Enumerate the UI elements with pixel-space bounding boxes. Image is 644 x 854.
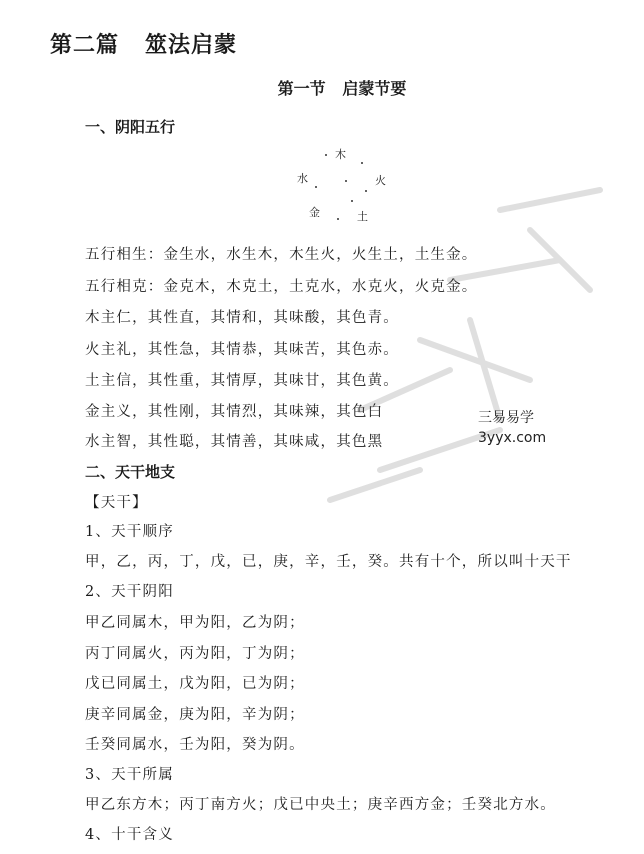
list-item: 2、天干阴阳 — [85, 584, 174, 600]
heading-tiangan-dizhi: 二、天干地支 — [85, 463, 176, 481]
chapter-title: 第二篇 筮法启蒙 — [50, 32, 237, 58]
list-item: 甲乙东方木；丙丁南方火；戊已中央土；庚辛西方金；壬癸北方水。 — [85, 797, 556, 813]
heading-yinyang-wuxing: 一、阴阳五行 — [85, 118, 176, 136]
list-item: 甲，乙，丙，丁，戊，已，庚，辛，壬，癸。共有十个，所以叫十天干 — [85, 554, 572, 570]
wuxing-tu: 土 — [357, 210, 368, 223]
list-item: 3、天干所属 — [85, 767, 174, 783]
wuxing-mu: 木 — [335, 148, 346, 161]
site-watermark — [478, 408, 546, 448]
list-item: 丙丁同属火，丙为阳，丁为阴； — [85, 646, 305, 662]
list-item: 壬癸同属水，壬为阳，癸为阴。 — [85, 737, 305, 753]
bracket-heading-tiangan: 【天干】 — [85, 495, 148, 511]
wuxing-shui: 水 — [297, 172, 308, 185]
text-line: 火主礼，其性急，其情恭，其味苦，其色赤。 — [85, 342, 399, 358]
list-item: 庚辛同属金，庚为阳，辛为阴； — [85, 707, 305, 723]
watermark-site: 3yyx.com — [478, 430, 547, 446]
text-line: 金主义，其性刚，其情烈，其味辣，其色白 — [85, 404, 384, 420]
text-line: 五行相生：金生水，水生木，木生火，火生土，土生金。 — [85, 247, 478, 263]
list-item: 1、天干顺序 — [85, 524, 174, 540]
wuxing-diagram — [285, 140, 395, 230]
text-line: 水主智，其性聪，其情善，其味咸，其色黑 — [85, 434, 384, 450]
wuxing-jin: 金 — [309, 206, 320, 219]
list-item: 甲乙同属木，甲为阳，乙为阴； — [85, 615, 305, 631]
text-line: 土主信，其性重，其情厚，其味甘，其色黄。 — [85, 373, 399, 389]
watermark-name: 三易易学 — [478, 410, 534, 426]
list-item: 4、十干含义 — [85, 827, 174, 843]
list-item: 戊已同属土，戊为阳，已为阴； — [85, 676, 305, 692]
text-line: 木主仁，其性直，其情和，其味酸，其色青。 — [85, 310, 399, 326]
section-title: 第一节 启蒙节要 — [277, 79, 407, 98]
text-line: 五行相克：金克木，木克土，土克水，水克火，火克金。 — [85, 279, 478, 295]
wuxing-huo: 火 — [375, 174, 386, 187]
